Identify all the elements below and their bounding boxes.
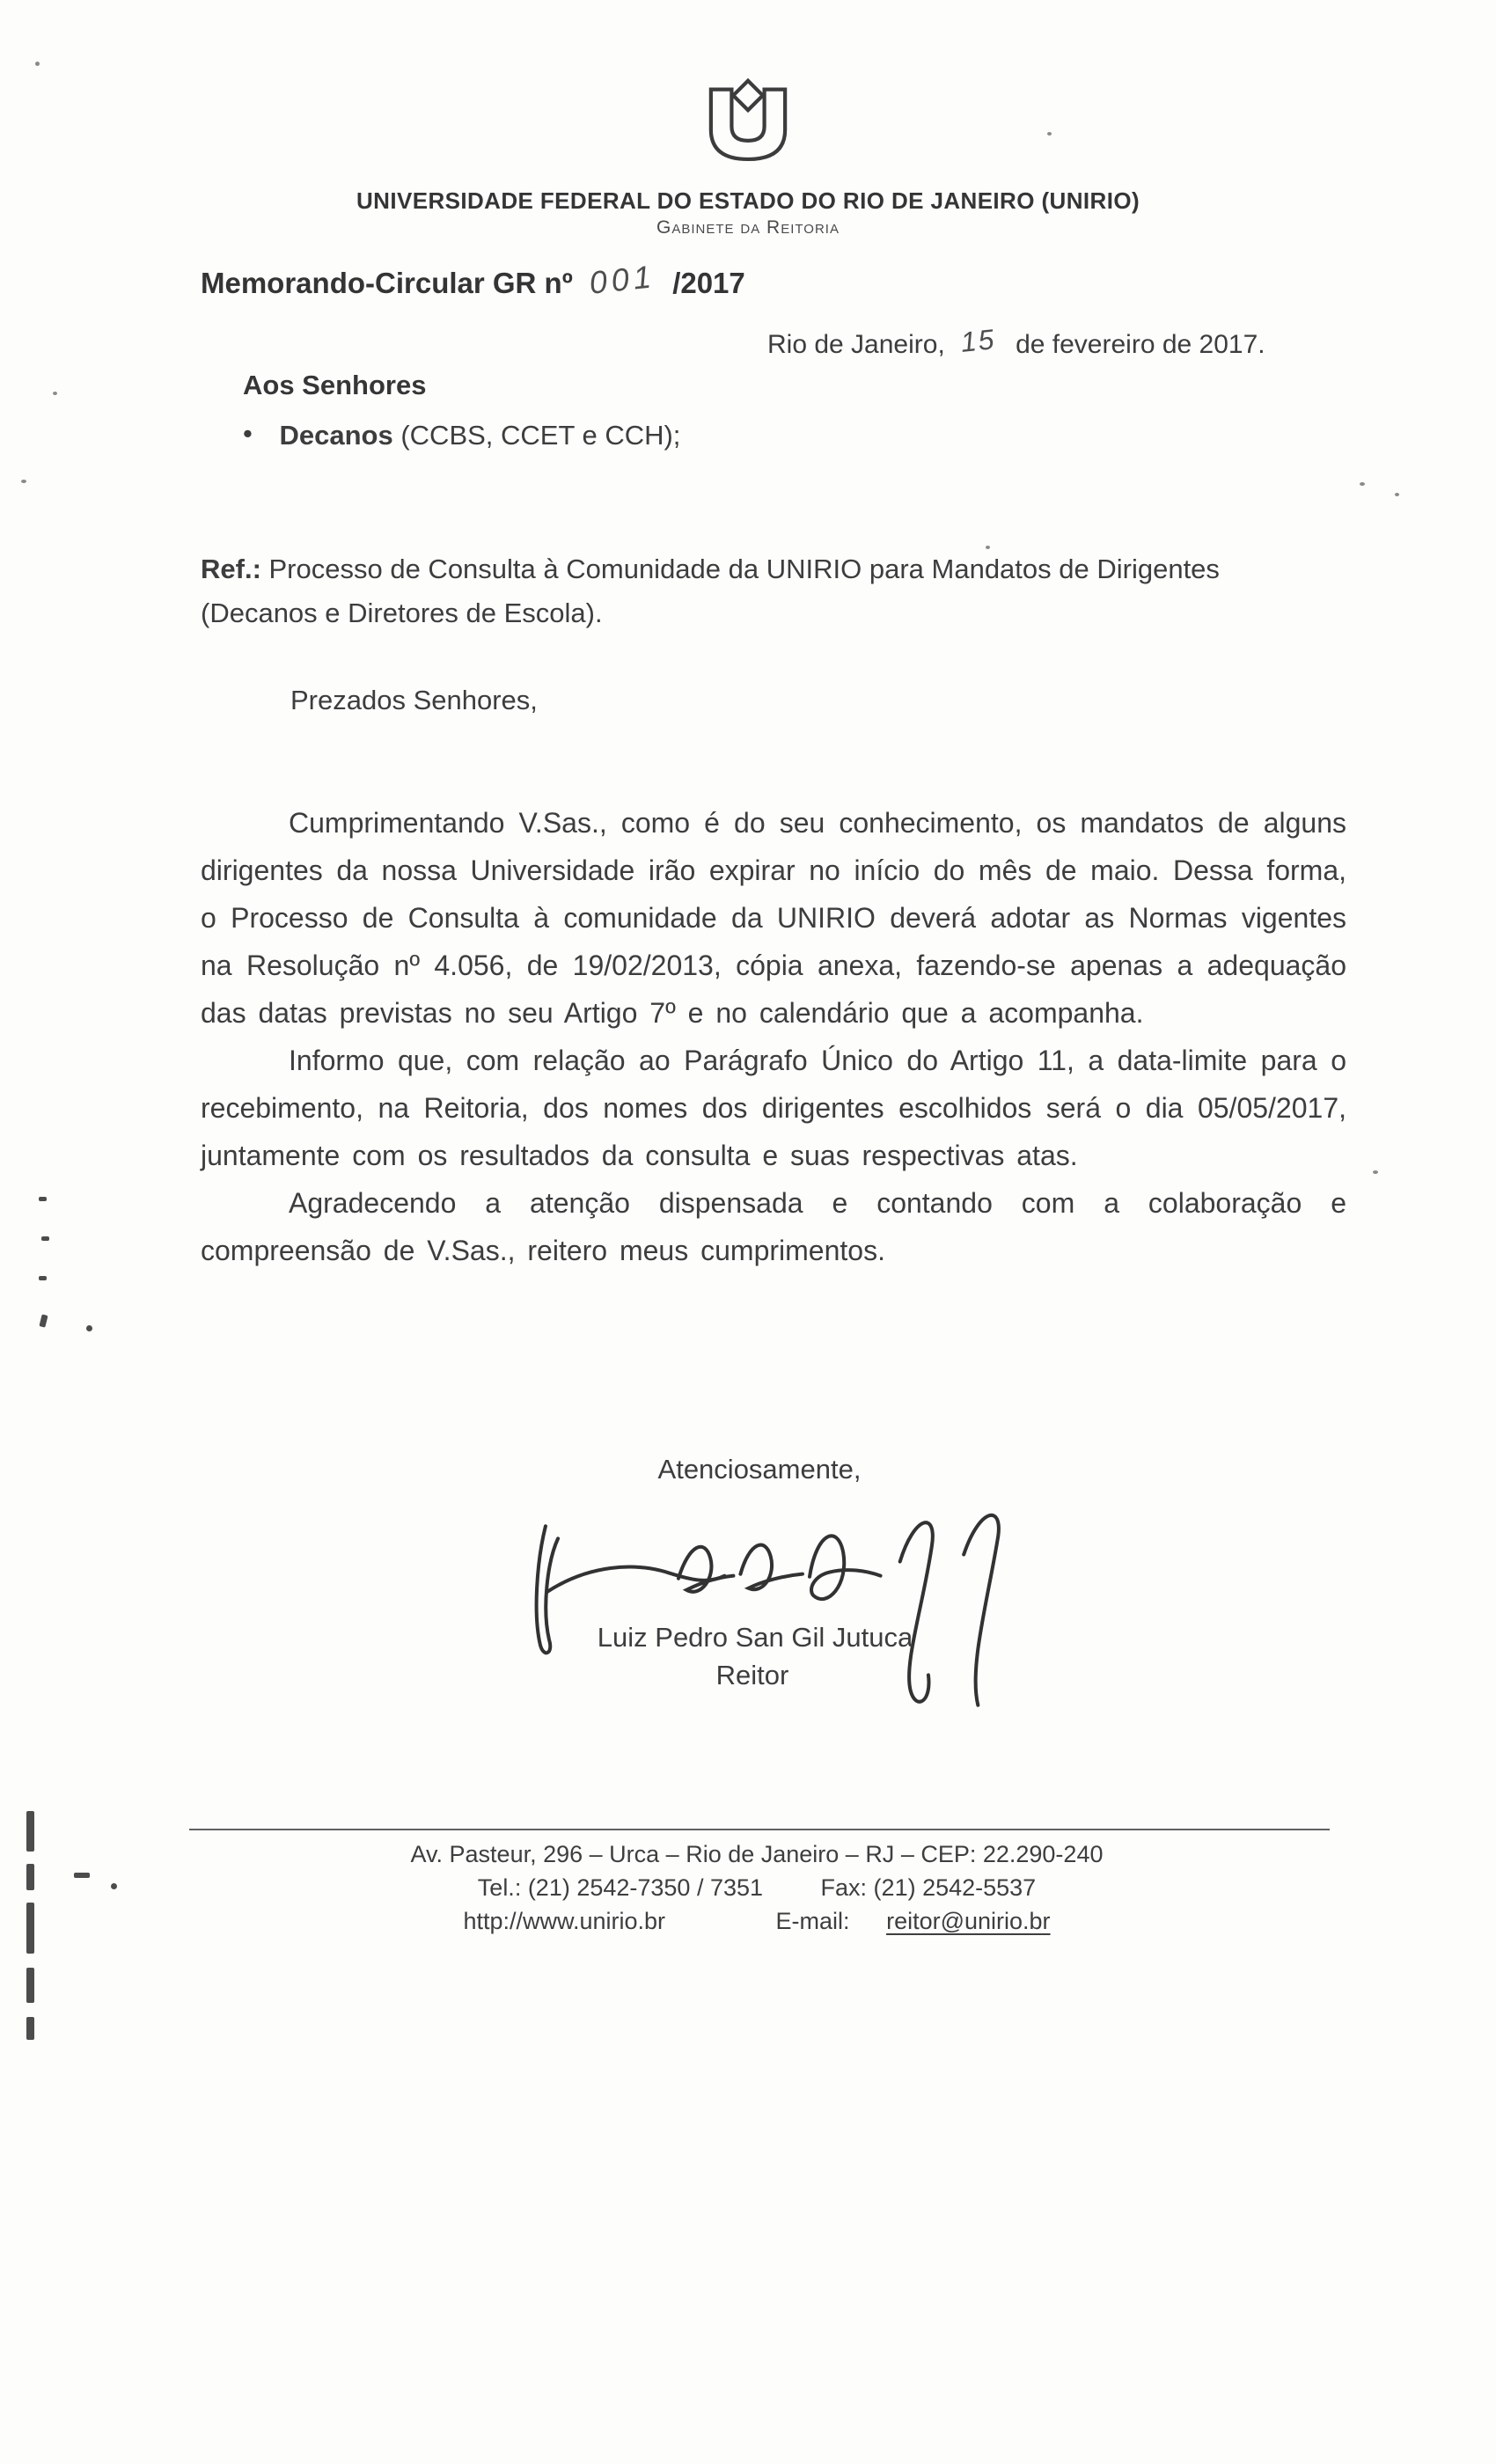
salutation: Aos Senhores: [243, 370, 427, 400]
closing: Atenciosamente,: [657, 1454, 862, 1485]
scan-speck: [1373, 1170, 1378, 1174]
reference-line2: (Decanos e Diretores de Escola).: [201, 598, 603, 628]
reference-block: [201, 547, 1362, 635]
office-name: Gabinete da Reitoria: [656, 217, 840, 238]
signature-scrawl: [524, 1489, 1095, 1746]
footer-email-label: E-mail:: [775, 1908, 850, 1934]
scan-artifact: [39, 1197, 47, 1201]
scan-speck: [986, 546, 990, 549]
footer-divider: [189, 1829, 1330, 1830]
scan-speck: [1360, 482, 1365, 486]
date-line: [767, 323, 1265, 360]
scan-artifact: [26, 1811, 34, 1852]
memo-number-line: [201, 258, 745, 301]
reference-text: Processo de Consulta à Comunidade da UNIRIO para Mandatos de Dirigentes: [260, 554, 1220, 584]
scan-artifact: [74, 1873, 90, 1878]
scan-speck: [35, 62, 40, 66]
reference-line1: [201, 547, 1362, 591]
memo-year: /2017: [672, 267, 745, 299]
footer-web: [0, 1908, 1496, 1935]
greeting: Prezados Senhores,: [290, 685, 538, 715]
reference-label: Ref.:: [201, 554, 261, 584]
unirio-logo-icon: [693, 77, 803, 181]
scan-artifact: [26, 1968, 34, 2003]
scan-artifact: [26, 2017, 34, 2040]
scan-artifact: [111, 1883, 117, 1889]
letter-body: [201, 799, 1346, 1274]
scan-artifact: [41, 1236, 49, 1241]
footer-email: reitor@unirio.br: [886, 1908, 1051, 1934]
date-prefix: Rio de Janeiro,: [767, 330, 945, 359]
footer-phone: [0, 1874, 1496, 1902]
paragraph-2: Informo que, com relação ao Parágrafo Único do Artigo 11, a data-limite para o recebimento, na Reitoria, dos nomes dos dirigentes escolhidos será o dia 05/05/2017, juntamente com os resultados da consulta e suas respectivas atas.: [201, 1045, 1346, 1171]
signatory-name: Luiz Pedro San Gil Jutuca: [597, 1622, 913, 1653]
memo-label: Memorando-Circular GR nº: [201, 267, 573, 299]
scan-artifact: [39, 1314, 48, 1327]
bullet-icon: •: [243, 418, 253, 449]
footer-website: http://www.unirio.br: [463, 1908, 666, 1934]
scan-artifact: [39, 1276, 47, 1280]
signatory-title: Reitor: [715, 1660, 789, 1690]
date-day-handwritten: 15: [959, 323, 998, 358]
footer-tel: Tel.: (21) 2542-7350 / 7351: [477, 1874, 764, 1901]
scan-speck: [1047, 132, 1052, 136]
recipient-item: [243, 420, 680, 451]
date-suffix: de fevereiro de 2017.: [1016, 330, 1265, 359]
scan-speck: [1395, 493, 1399, 496]
scan-speck: [21, 480, 26, 483]
paragraph-1: Cumprimentando V.Sas., como é do seu conhecimento, os mandatos de alguns dirigentes da nossa Universidade irão expirar no início do mês de maio. Dessa forma, o Processo de Consulta à comunidade da UNIRIO deverá adotar as Normas vigentes na Resolução nº 4.056, de 19/02/2013, cópia anexa, fazendo-se apenas a adequação das datas previstas no seu Artigo 7º e no calendário que a acompanha.: [201, 807, 1346, 1029]
scan-artifact: [26, 1864, 34, 1890]
footer-address: Av. Pasteur, 296 – Urca – Rio de Janeiro – RJ – CEP: 22.290-240: [410, 1841, 1104, 1867]
university-name: UNIVERSIDADE FEDERAL DO ESTADO DO RIO DE JANEIRO (UNIRIO): [356, 187, 1140, 214]
recipient-detail: (CCBS, CCET e CCH);: [400, 420, 681, 451]
memo-number-handwritten: 001: [587, 258, 657, 301]
scan-speck: [53, 392, 57, 395]
recipient-name: Decanos: [279, 420, 393, 451]
footer-fax: Fax: (21) 2542-5537: [820, 1874, 1037, 1901]
scan-artifact: [86, 1325, 92, 1331]
scan-artifact: [26, 1903, 34, 1954]
paragraph-3: Agradecendo a atenção dispensada e contando com a colaboração e compreensão de V.Sas., reitero meus cumprimentos.: [201, 1187, 1346, 1266]
